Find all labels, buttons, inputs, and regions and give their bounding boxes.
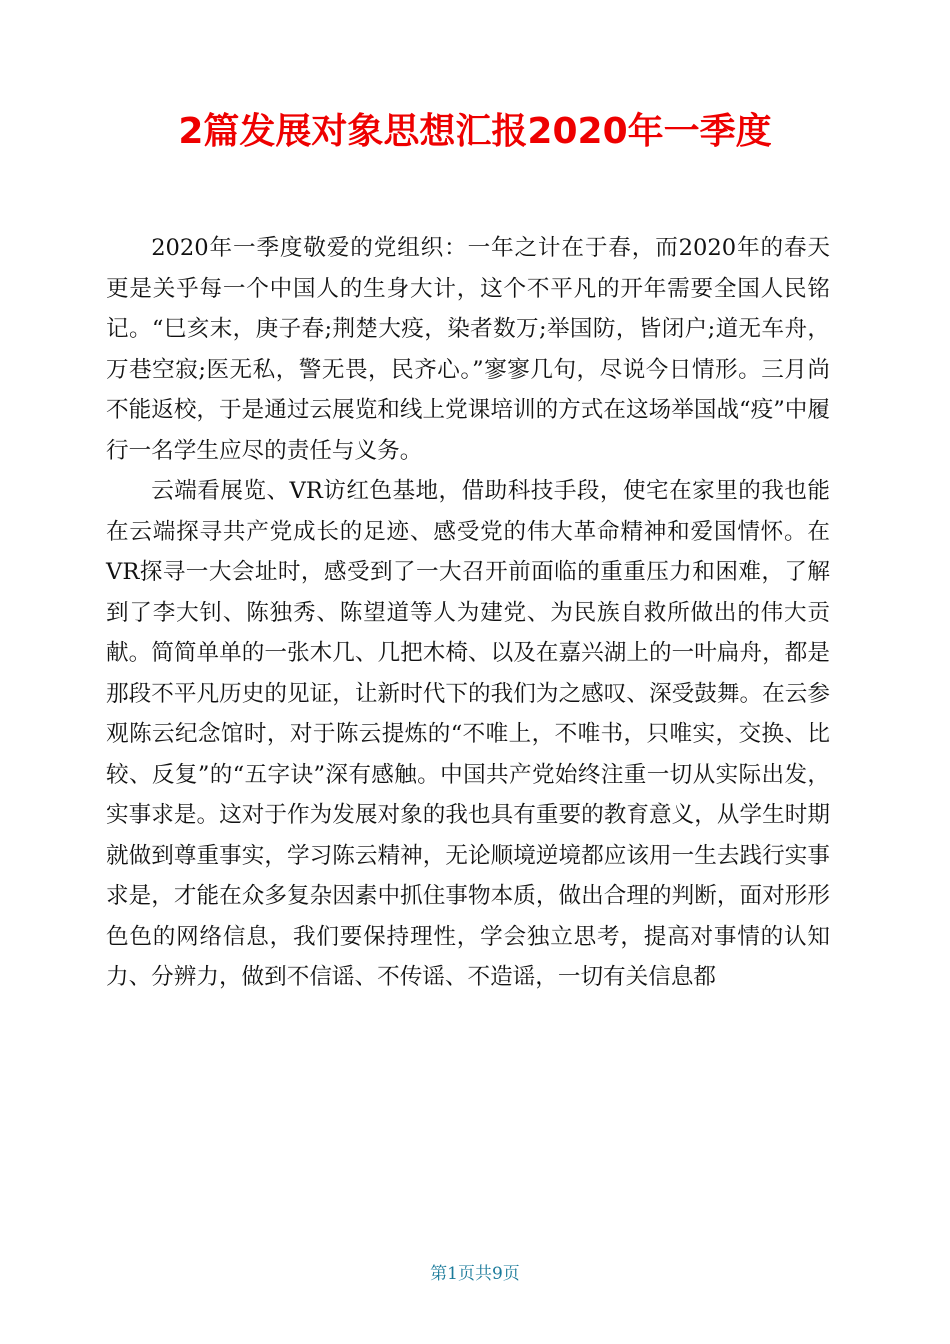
paragraph-2: 云端看展览、VR访红色基地，借助科技手段，使宅在家里的我也能在云端探寻共产党成长的足迹、感受党的伟大革命精神和爱国情怀。在VR探寻一大会址时，感受到了一大召开前面临的重重压力和困难，了解到了李大钊、陈独秀、陈望道等人为建党、为民族自救所做出的伟大贡献。简简单单的一张木几、几把木椅、以及在嘉兴湖上的一叶扁舟，都是那段不平凡历史的见证，让新时代下的我们为之感叹、深受鼓舞。在云参观陈云纪念馆时，对于陈云提炼的“不唯上，不唯书，只唯实，交换、比较、反复”的“五字诀”深有感触。中国共产党始终注重一切从实际出发，实事求是。这对于作为发展对象的我也具有重要的教育意义，从学生时期就做到尊重事实，学习陈云精神，无论顺境逆境都应该用一生去践行实事求是，才能在众多复杂因素中抓住事物本质，做出合理的判断，面对形形色色的网络信息，我们要保持理性，学会独立思考，提高对事情的认知力、分辨力，做到不信谣、不传谣、不造谣，一切有关信息都 [106, 478, 830, 990]
paragraph-1: 2020年一季度敬爱的党组织：一年之计在于春，而2020年的春天更是关乎每一个中国人的生身大计，这个不平凡的开年需要全国人民铭记。“巳亥末，庚子春;荆楚大疫，染者数万;举国防，皆闭户;道无车舟，万巷空寂;医无私，警无畏，民齐心。”寥寥几句，尽说今日情形。三月尚不能返校，于是通过云展览和线上党课培训的方式在这场举国战“疫”中履行一名学生应尽的责任与义务。 [106, 235, 830, 464]
page-number-footer: 第1页共9页 [430, 1264, 520, 1284]
document-title: 2篇发展对象思想汇报2020年一季度 [178, 111, 772, 152]
document-body [106, 228, 830, 998]
